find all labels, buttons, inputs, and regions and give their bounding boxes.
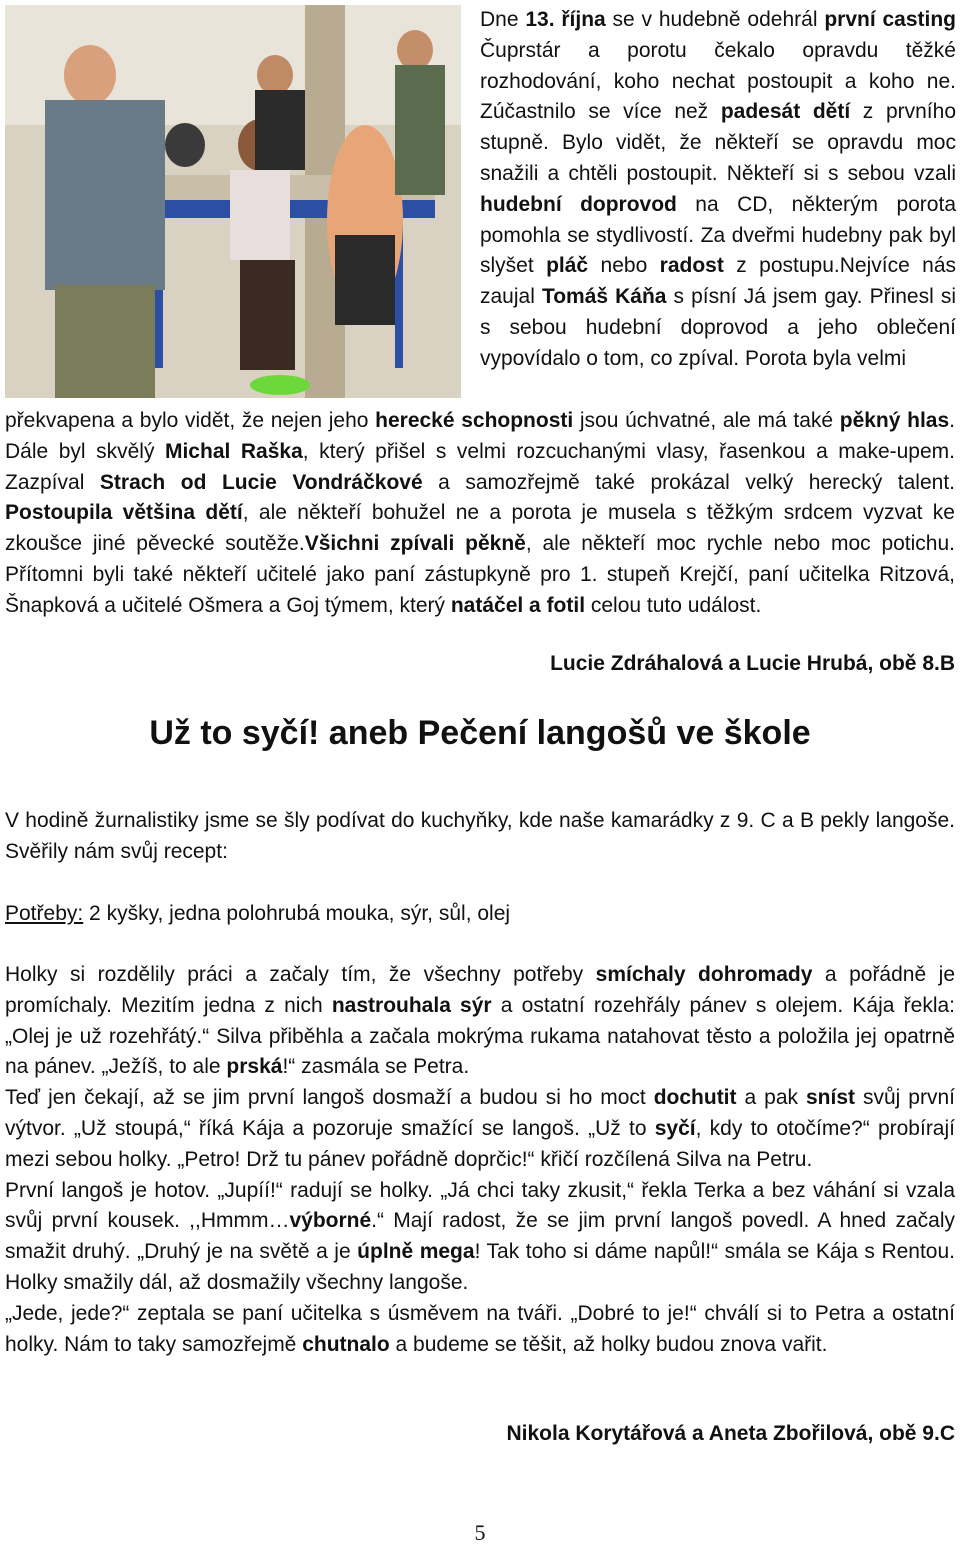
text-run: z postupu.Nejvíce nás zaujal [480, 254, 957, 309]
text-run: na CD, některým porota pomohla se stydlivostí. Za dveřmi hudebny pak byl slyšet [480, 192, 956, 278]
text-run: !“ zasmála se Petra. [282, 1055, 470, 1079]
page-number: 5 [474, 1520, 486, 1545]
text-run: jsou úchvatné, ale má také [573, 409, 840, 432]
bold-text: pláč [546, 254, 589, 278]
bold-text: padesát dětí [720, 100, 851, 124]
text-run: První langoš je hotov. „Jupíí!“ radují se holky. „Já chci taky zkusit,“ řekla Terka a bez váhání si vzala svůj první kousek. ,,Hmmm… [5, 1178, 955, 1233]
article2-body [5, 960, 955, 1360]
text-run: Čuprstár a porotu čekalo opravdu těžké rozhodování, koho nechat postoupit a koho ne. Zúčastnilo se více než [480, 38, 956, 124]
needs-label: Potřeby: [5, 902, 84, 925]
body-paragraph [5, 1299, 955, 1361]
bold-text: výborné [289, 1209, 372, 1233]
bold-text: první casting [824, 8, 956, 31]
text-run: ! Tak toho si dáme napůl!“ smála se Kája s Rentou. Holky smažily dál, až dosmažily všechny langoše. [5, 1240, 955, 1294]
text-run: a ostatní rozehřály pánev s olejem. Kája řekla: „Olej je už rozehřátý.“ Silva přiběhla a začala mokrýma rukama natahovat těsto a položila jej opatrně na pánev. „Ježíš, to ale [5, 993, 955, 1079]
needs-line [5, 899, 955, 930]
text-run: a budeme se těšit, až holky budou znova vařit. [389, 1332, 828, 1356]
text-run: a pořádně je promíchaly. Mezitím jedna z nich [5, 963, 955, 1017]
text-run: Holky si rozdělily práci a začaly tím, že všechny potřeby [5, 963, 596, 986]
text-run: překvapena a bylo vidět, že nejen jeho [5, 409, 376, 432]
bold-text: Všichni zpívali pěkně [304, 532, 526, 556]
article1-full-text [5, 406, 955, 622]
text-run: „Jede, jede?“ zeptala se paní učitelka s úsměvem na tváři. „Dobré to je!“ chválí si to Petra a ostatní holky. Nám to taky samozřejmě [5, 1301, 955, 1356]
text-run: se v hudebně odehrál [605, 8, 825, 31]
casting-photo [5, 5, 461, 398]
bold-text: syčí [654, 1116, 696, 1140]
needs-text: 2 kyšky, jedna polohrubá mouka, sýr, sůl, olej [83, 902, 511, 925]
text-run: celou tuto událost. [585, 593, 762, 617]
text-run: . Dále byl skvělý [5, 409, 955, 463]
body-paragraph [5, 1176, 955, 1299]
bold-text: sníst [805, 1086, 855, 1110]
article2-title: Už to syčí! aneb Pečení langošů ve škole [149, 714, 811, 752]
bold-text: Strach od Lucie Vondráčkové [99, 470, 423, 494]
bold-text: úplně mega [357, 1240, 475, 1264]
article2-intro: V hodině žurnalistiky jsme se šly podívat do kuchyňky, kde naše kamarádky z 9. C a B pekly langoše. Svěřily nám svůj recept: [5, 809, 955, 863]
text-run: nebo [588, 254, 660, 278]
bold-text: prská [226, 1055, 283, 1079]
text-run: , ale někteří moc rychle nebo moc potichu. Přítomni byli také někteří učitelé jako paní zástupkyně pro 1. stupeň Krejčí, paní učitelka Ritzová, Šnapková a učitelé Ošmera a Goj týmem, který [5, 532, 955, 617]
bold-text: dochutit [653, 1086, 737, 1110]
text-run: , ale někteří bohužel ne a porota je musela s těžkým srdcem vyzvat ke zkoušce jiné pěvecké soutěže. [5, 501, 955, 556]
text-run: s písní Já jsem gay. Přinesl si s sebou hudební doprovod a jeho oblečení vypovídalo o tom, co zpíval. Porota byla velmi [480, 285, 956, 370]
bold-text: Postoupila většina dětí [5, 501, 243, 525]
bold-text: 13. října [525, 8, 606, 31]
bold-text: hudební doprovod [480, 192, 677, 216]
bold-text: herecké schopnosti [375, 409, 574, 432]
body-paragraph [5, 1083, 955, 1175]
bold-text: chutnalo [302, 1332, 390, 1356]
text-run: .“ Mají radost, že se jim první langoš povedl. A hned začaly smažit druhý. „Druhý je na světě a je [5, 1209, 955, 1264]
text-run: , kdy to otočíme?“ probírají mezi sebou holky. „Petro! Drž tu pánev pořádně doprčic!“ křičí rozčílená Silva na Petru. [5, 1116, 955, 1171]
bold-text: natáčel a fotil [450, 593, 586, 617]
article1-wrapped-text [480, 5, 956, 375]
photo-illustration [5, 5, 461, 398]
bold-text: Tomáš Káňa [541, 285, 667, 309]
text-run: a samozřejmě také prokázal velký herecký talent. [422, 470, 955, 494]
bold-text: Michal Raška [164, 439, 303, 463]
bold-text: radost [659, 254, 724, 278]
bold-text: nastrouhala sýr [331, 993, 492, 1017]
article1-signature: Lucie Zdráhalová a Lucie Hrubá, obě 8.B [550, 652, 955, 675]
body-paragraph [5, 960, 955, 1083]
text-run: Teď jen čekají, až se jim první langoš dosmaží a budou si ho moct [5, 1086, 654, 1110]
text-run: , který přišel s velmi rozcuchanými vlasy, řasenkou a make-upem. Zazpíval [5, 439, 955, 494]
text-run: a pak [736, 1086, 806, 1110]
article2-signature: Nikola Korytářová a Aneta Zbořilová, obě 9.C [506, 1422, 955, 1445]
bold-text: smíchaly dohromady [595, 963, 813, 986]
text-run: svůj první výtvor. „Už stoupá,“ říká Kája a pozoruje smažící se langoš. „Už to [5, 1086, 955, 1140]
bold-text: pěkný hlas [839, 409, 950, 432]
text-run: z prvního stupně. Bylo vidět, že někteří se opravdu moc snažili a chtěli postoupit. Někteří si s sebou vzali [480, 100, 956, 185]
text-run: Dne [480, 8, 526, 31]
